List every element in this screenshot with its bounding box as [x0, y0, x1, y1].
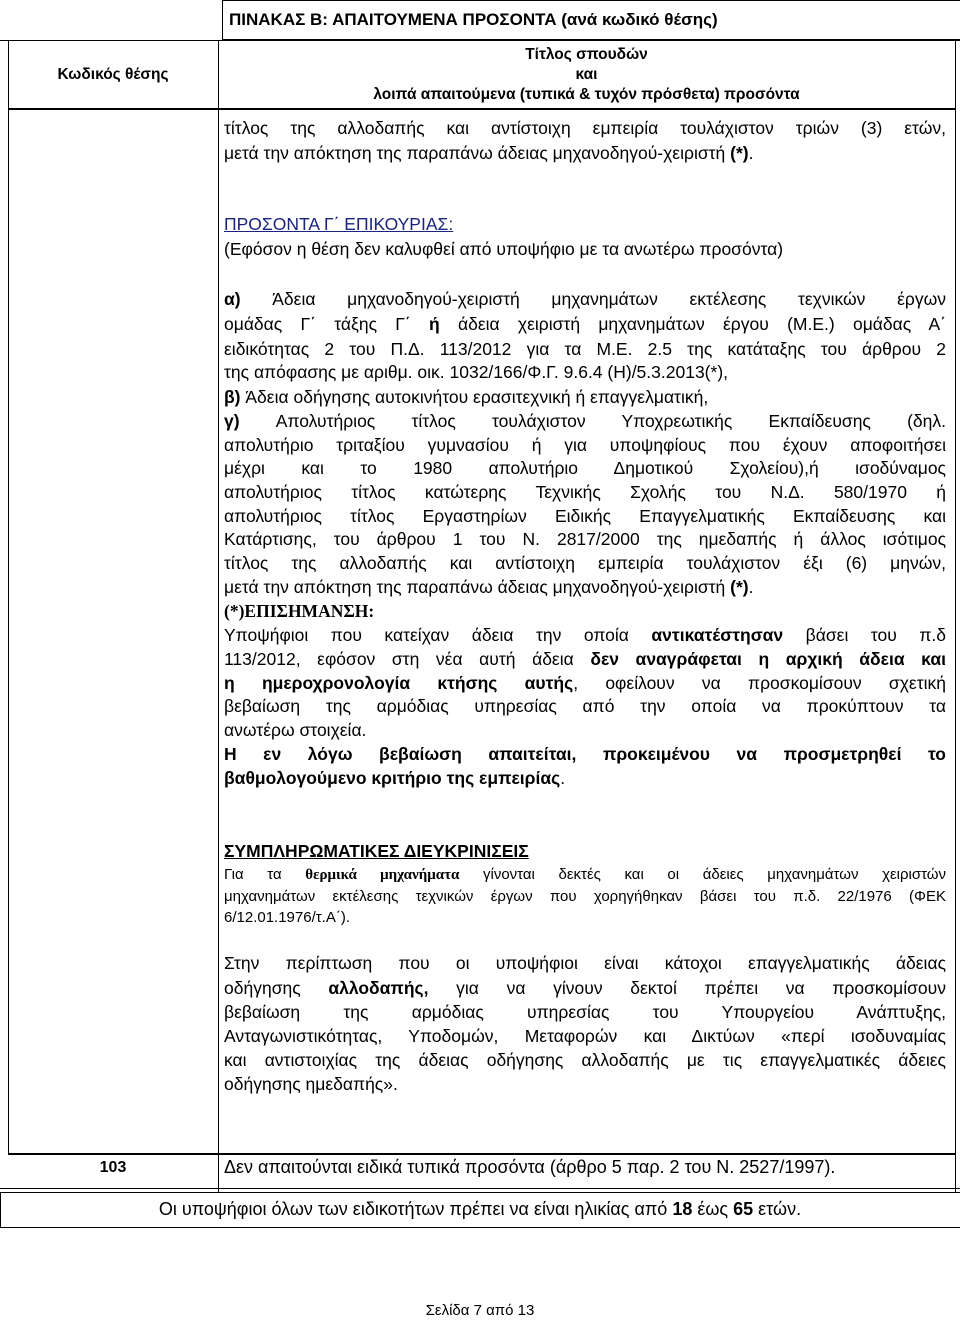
page-footer: Σελίδα 7 από 13: [425, 1302, 535, 1319]
text-line: 6/12.01.1976/τ.Α΄).: [224, 909, 351, 926]
column-header-title-l1: Τίτλος σπουδών: [525, 46, 648, 63]
text-line: ομάδας Γ΄ τάξης Γ΄ ή άδεια χειριστή μηχανημάτων έργου (Μ.Ε.) ομάδας Α΄: [224, 314, 946, 334]
column-header-title-l3: λοιπά απαιτούμενα (τυπικά & τυχόν πρόσθετα) προσόντα: [373, 86, 800, 103]
notice-heading: (*)ΕΠΙΣΗΜΑΝΣΗ:: [224, 601, 375, 621]
text-line: απολυτήριος τίτλος Εργαστηρίων Ειδικής Επαγγελματικής Εκπαίδευσης και: [224, 506, 946, 526]
text-line: γ) Απολυτήριος τίτλος τουλάχιστον Υποχρεωτικής Εκπαίδευσης (δηλ.: [224, 411, 946, 431]
text-line: οδήγησης αλλοδαπής, για να γίνουν δεκτοί πρέπει να προσκομίσουν: [224, 978, 946, 998]
text-line: τίτλος της αλλοδαπής και αντίστοιχη εμπειρία τουλάχιστον έξι (6) μηνών,: [224, 553, 946, 573]
text-line: Ανταγωνιστικότητας, Υποδομών, Μεταφορών και Δικτύων «περί ισοδυναμίας: [224, 1026, 946, 1046]
text-line: οδήγησης ημεδαπής».: [224, 1074, 398, 1094]
text-line: (Εφόσον η θέση δεν καλυφθεί από υποψήφιο με τα ανωτέρω προσόντα): [224, 239, 784, 259]
rule: [0, 1192, 960, 1193]
row-rule: [8, 1153, 956, 1155]
text-line: και αντιστοιχίας της άδειας οδήγησης αλλοδαπής με τις επαγγελματικές άδειες: [224, 1050, 946, 1070]
column-divider: [218, 40, 219, 1193]
text-line: ειδικότητας 2 του Π.Δ. 113/2012 για τα Μ.Ε. 2.5 της κατάταξης του άρθρου 2: [224, 339, 946, 359]
text-line: α) Άδεια μηχανοδηγού-χειριστή μηχανημάτων εκτέλεσης τεχνικών έργων: [224, 289, 946, 309]
column-header-title-l2: και: [575, 66, 598, 83]
rule: [0, 1188, 960, 1189]
age-requirement: Οι υποψήφιοι όλων των ειδικοτήτων πρέπει να είναι ηλικίας από 18 έως 65 ετών.: [158, 1199, 802, 1219]
text-line: Δεν απαιτούνται ειδικά τυπικά προσόντα (άρθρο 5 παρ. 2 του Ν. 2527/1997).: [224, 1157, 836, 1177]
rule: [0, 1227, 960, 1228]
table-right-border: [955, 40, 956, 1193]
text-line: βεβαίωση της αρμόδιας υπηρεσίας του Υπουργείου Ανάπτυξης,: [224, 1002, 946, 1022]
text-line: η ημεροχρονολογία κτήσης αυτής, οφείλουν να προσκομίσουν σχετική: [224, 673, 946, 693]
section-heading: ΠΡΟΣΟΝΤΑ Γ΄ ΕΠΙΚΟΥΡΙΑΣ:: [224, 214, 454, 234]
rule: [222, 0, 223, 40]
text-line: βεβαίωση της αρμόδιας υπηρεσίας από την οποία να προκύπτουν τα: [224, 696, 946, 716]
text-line: Υποψήφιοι που κατείχαν άδεια την οποία αντικατέστησαν βάσει του π.δ: [224, 625, 946, 645]
text-line: Στην περίπτωση που οι υποψήφιοι είναι κάτοχοι επαγγελματικής άδειας: [224, 953, 946, 973]
rule: [0, 40, 960, 41]
section-heading: ΣΥΜΠΛΗΡΩΜΑΤΙΚΕΣ ΔΙΕΥΚΡΙΝΙΣΕΙΣ: [224, 841, 529, 861]
text-line: απολυτήριος τίτλος κατώτερης Τεχνικής Σχολής του Ν.Δ. 580/1970 ή: [224, 482, 946, 502]
text-line: ανωτέρω στοιχεία.: [224, 720, 367, 740]
text-line: μετά την απόκτηση της παραπάνω άδειας μηχανοδηγού-χειριστή (*).: [224, 143, 754, 163]
rule: [222, 0, 960, 1]
table-left-border: [8, 40, 9, 1155]
text-line: μηχανημάτων εκτέλεσης τεχνικών έργων που χορηγήθηκαν βάσει του π.δ. 22/1976 (ΦΕΚ: [224, 888, 946, 905]
column-header-code: Κωδικός θέσης: [57, 66, 169, 83]
text-line: Η εν λόγω βεβαίωση απαιτείται, προκειμένου να προσμετρηθεί το: [224, 744, 946, 764]
text-line: τίτλος της αλλοδαπής και αντίστοιχη εμπειρία τουλάχιστον τριών (3) ετών,: [224, 118, 946, 138]
text-line: απολυτήριο τριταξίου γυμνασίου ή για υποψηφίους που έχουν αποφοιτήσει: [224, 435, 946, 455]
text-line: Κατάρτισης, του άρθρου 1 του Ν. 2817/2000 της ημεδαπής ή άλλος ισότιμος: [224, 529, 946, 549]
text-line: 113/2012, εφόσον στη νέα αυτή άδεια δεν αναγράφεται η αρχική άδεια και: [224, 649, 946, 669]
text-line: της απόφασης με αριθμ. οικ. 1032/166/Φ.Γ. 9.6.4 (Η)/5.3.2013(*),: [224, 362, 729, 382]
text-line: Για τα θερμικά μηχανήματα γίνονται δεκτές και οι άδειες μηχανημάτων χειριστών: [224, 866, 946, 883]
text-line: β) Άδεια οδήγησης αυτοκινήτου ερασιτεχνική ή επαγγελματική,: [224, 387, 709, 407]
text-line: μέχρι και το 1980 απολυτήριο Δημοτικού Σχολείου),ή ισοδύναμος: [224, 458, 946, 478]
header-bottom-rule: [8, 108, 956, 110]
text-line: μετά την απόκτηση της παραπάνω άδειας μηχανοδηγού-χειριστή (*).: [224, 577, 754, 597]
text-line: βαθμολογούμενο κριτήριο της εμπειρίας.: [224, 768, 566, 788]
table-title: ΠΙΝΑΚΑΣ Β: ΑΠΑΙΤΟΥΜΕΝΑ ΠΡΟΣΟΝΤΑ (ανά κωδικό θέσης): [229, 10, 718, 29]
position-code-103: 103: [99, 1159, 127, 1176]
